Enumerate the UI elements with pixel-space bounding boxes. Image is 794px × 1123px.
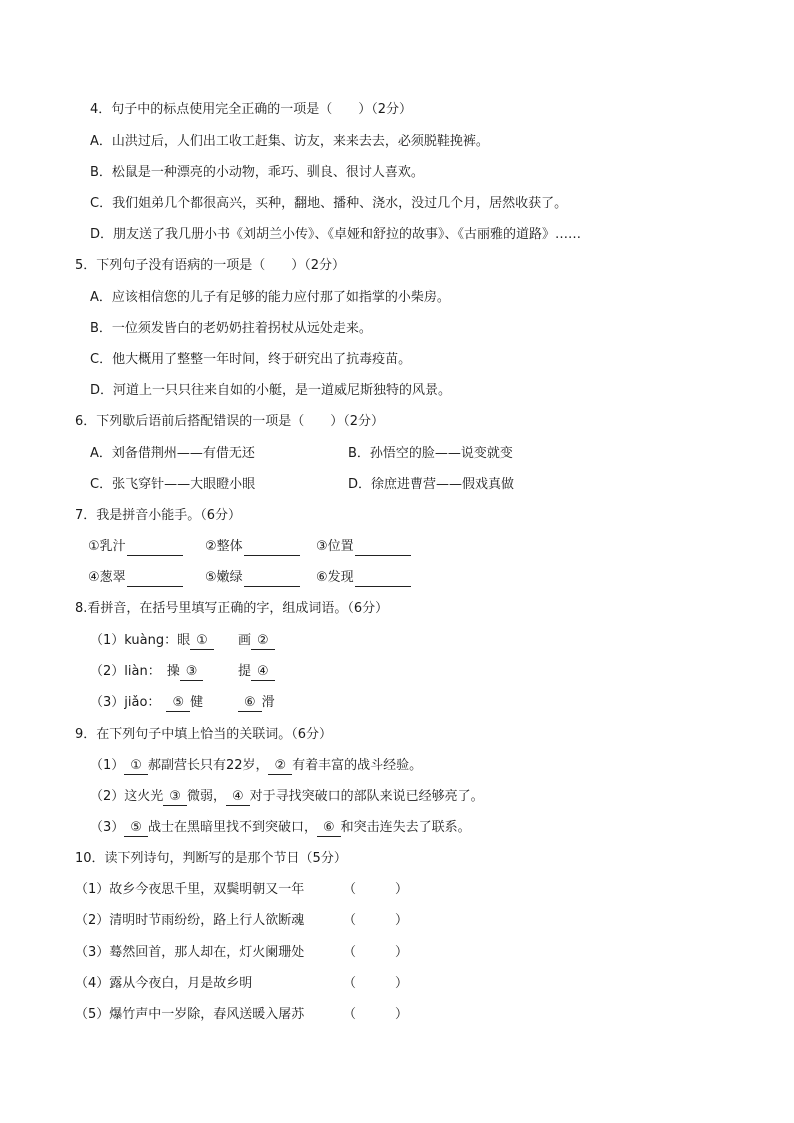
- fill-blank[interactable]: ①: [190, 633, 214, 650]
- row-number: （3）: [90, 820, 125, 835]
- q9-sentence-1: [90, 757, 422, 775]
- fill-blank[interactable]: ③: [163, 789, 187, 806]
- word-part: 提: [238, 664, 252, 679]
- q10-item-1: （1）故乡今夜思千里，双鬓明朝又一年: [75, 882, 305, 897]
- q7-item-3: [316, 538, 411, 556]
- sentence-text: 和突击连失去了联系。: [340, 820, 471, 835]
- row-number: （1）: [90, 758, 125, 773]
- pinyin-blank[interactable]: [127, 541, 183, 556]
- fill-blank[interactable]: ⑤: [166, 695, 190, 712]
- q10-item-2: （2）清明时节雨纷纷，路上行人欲断魂: [75, 913, 305, 928]
- q7-item-1-label: ①乳汁: [88, 539, 126, 554]
- q6-option-b: B．孙悟空的脸——说变就变: [348, 446, 513, 461]
- row-number: （3）: [90, 695, 125, 710]
- answer-paren[interactable]: （ ）: [343, 913, 409, 928]
- q7-item-5: [205, 569, 300, 587]
- q10-item-3: （3）蓦然回首，那人却在，灯火阑珊处: [75, 945, 305, 960]
- q5-option-a: A．应该相信您的儿子有足够的能力应付那了如指掌的小柴房。: [90, 290, 450, 305]
- word-part: 眼: [177, 633, 191, 648]
- q4-option-b: B．松鼠是一种漂亮的小动物，乖巧、驯良、很讨人喜欢。: [90, 165, 424, 180]
- sentence-text: 微弱，: [186, 789, 226, 804]
- q8-row-3-b: [238, 694, 275, 712]
- q8-row-1: [90, 632, 214, 650]
- word-part: 滑: [261, 695, 275, 710]
- q7-item-2-label: ②整体: [205, 539, 243, 554]
- sentence-text: 有着丰富的战斗经验。: [292, 758, 423, 773]
- q8-stem: 8.看拼音，在括号里填写正确的字，组成词语。（6分）: [75, 601, 389, 616]
- sentence-text: 战士在黑暗里找不到突破口，: [147, 820, 317, 835]
- q7-item-2: [205, 538, 300, 556]
- q7-item-4: [88, 569, 183, 587]
- q5-stem: 5．下列句子没有语病的一项是（ ）（2分）: [75, 258, 346, 273]
- q7-item-1: [88, 538, 183, 556]
- q9-sentence-3: [90, 819, 471, 837]
- answer-paren[interactable]: （ ）: [343, 945, 409, 960]
- q8-row-1-b: [238, 632, 275, 650]
- q6-option-a: A．刘备借荆州——有借无还: [90, 446, 255, 461]
- q9-stem: 9．在下列句子中填上恰当的关联词。（6分）: [75, 727, 333, 742]
- q10-item-5: （5）爆竹声中一岁除，春风送暖入屠苏: [75, 1007, 305, 1022]
- q9-sentence-2: [90, 788, 484, 806]
- q10-stem: 10．读下列诗句，判断写的是那个节日（5分）: [75, 851, 347, 866]
- answer-paren[interactable]: （ ）: [343, 882, 409, 897]
- pinyin-blank[interactable]: [355, 541, 411, 556]
- q7-item-3-label: ③位置: [316, 539, 354, 554]
- q4-option-d: D．朋友送了我几册小书《刘胡兰小传》、《卓娅和舒拉的故事》、《古丽雅的道路》……: [90, 227, 582, 242]
- fill-blank[interactable]: ⑥: [238, 695, 262, 712]
- q4-stem: 4．句子中的标点使用完全正确的一项是（ ）（2分）: [90, 102, 413, 117]
- q6-option-c: C．张飞穿针——大眼瞪小眼: [90, 477, 256, 492]
- fill-blank[interactable]: ①: [124, 758, 148, 775]
- fill-blank[interactable]: ⑤: [124, 820, 148, 837]
- q5-option-b: B．一位须发皆白的老奶奶拄着拐杖从远处走来。: [90, 321, 372, 336]
- q8-row-3: [90, 694, 203, 712]
- q8-row-2-b: [238, 663, 275, 681]
- fill-blank[interactable]: ③: [180, 664, 204, 681]
- q7-item-5-label: ⑤嫩绿: [205, 570, 243, 585]
- q7-stem: 7．我是拼音小能手。（6分）: [75, 508, 242, 523]
- q5-option-c: C．他大概用了整整一年时间，终于研究出了抗毒疫苗。: [90, 352, 412, 367]
- row-number: （1）: [90, 633, 125, 648]
- q7-item-6: [316, 569, 411, 587]
- pinyin-label: jiǎo：: [124, 695, 161, 710]
- fill-blank[interactable]: ②: [268, 758, 292, 775]
- q6-stem: 6．下列歇后语前后搭配错误的一项是（ ）（2分）: [75, 414, 385, 429]
- fill-blank[interactable]: ⑥: [317, 820, 341, 837]
- pinyin-blank[interactable]: [244, 572, 300, 587]
- q8-row-2: [90, 663, 203, 681]
- pinyin-blank[interactable]: [244, 541, 300, 556]
- q10-item-4: （4）露从今夜白，月是故乡明: [75, 976, 253, 991]
- q5-option-d: D．河道上一只只往来自如的小艇，是一道威尼斯独特的风景。: [90, 383, 452, 398]
- fill-blank[interactable]: ④: [226, 789, 250, 806]
- sentence-text: 郝副营长只有22岁，: [147, 758, 269, 773]
- q4-option-a: A．山洪过后，人们出工收工赶集、访友，来来去去，必须脱鞋挽裤。: [90, 134, 489, 149]
- word-part: 操: [166, 664, 180, 679]
- word-part: 画: [238, 633, 252, 648]
- sentence-text: 对于寻找突破口的部队来说已经够亮了。: [249, 789, 484, 804]
- pinyin-blank[interactable]: [355, 572, 411, 587]
- q4-option-c: C．我们姐弟几个都很高兴，买种，翻地、播种、浇水，没过几个月，居然收获了。: [90, 196, 568, 211]
- sentence-text: 这火光: [124, 789, 164, 804]
- answer-paren[interactable]: （ ）: [343, 1007, 409, 1022]
- pinyin-label: kuàng：: [124, 633, 178, 648]
- pinyin-label: liàn：: [124, 664, 161, 679]
- pinyin-blank[interactable]: [127, 572, 183, 587]
- q6-option-d: D．徐庶进曹营——假戏真做: [348, 477, 515, 492]
- fill-blank[interactable]: ②: [251, 633, 275, 650]
- answer-paren[interactable]: （ ）: [343, 976, 409, 991]
- fill-blank[interactable]: ④: [251, 664, 275, 681]
- word-part: 健: [190, 695, 204, 710]
- q7-item-4-label: ④葱翠: [88, 570, 126, 585]
- q7-item-6-label: ⑥发现: [316, 570, 354, 585]
- row-number: （2）: [90, 664, 125, 679]
- row-number: （2）: [90, 789, 125, 804]
